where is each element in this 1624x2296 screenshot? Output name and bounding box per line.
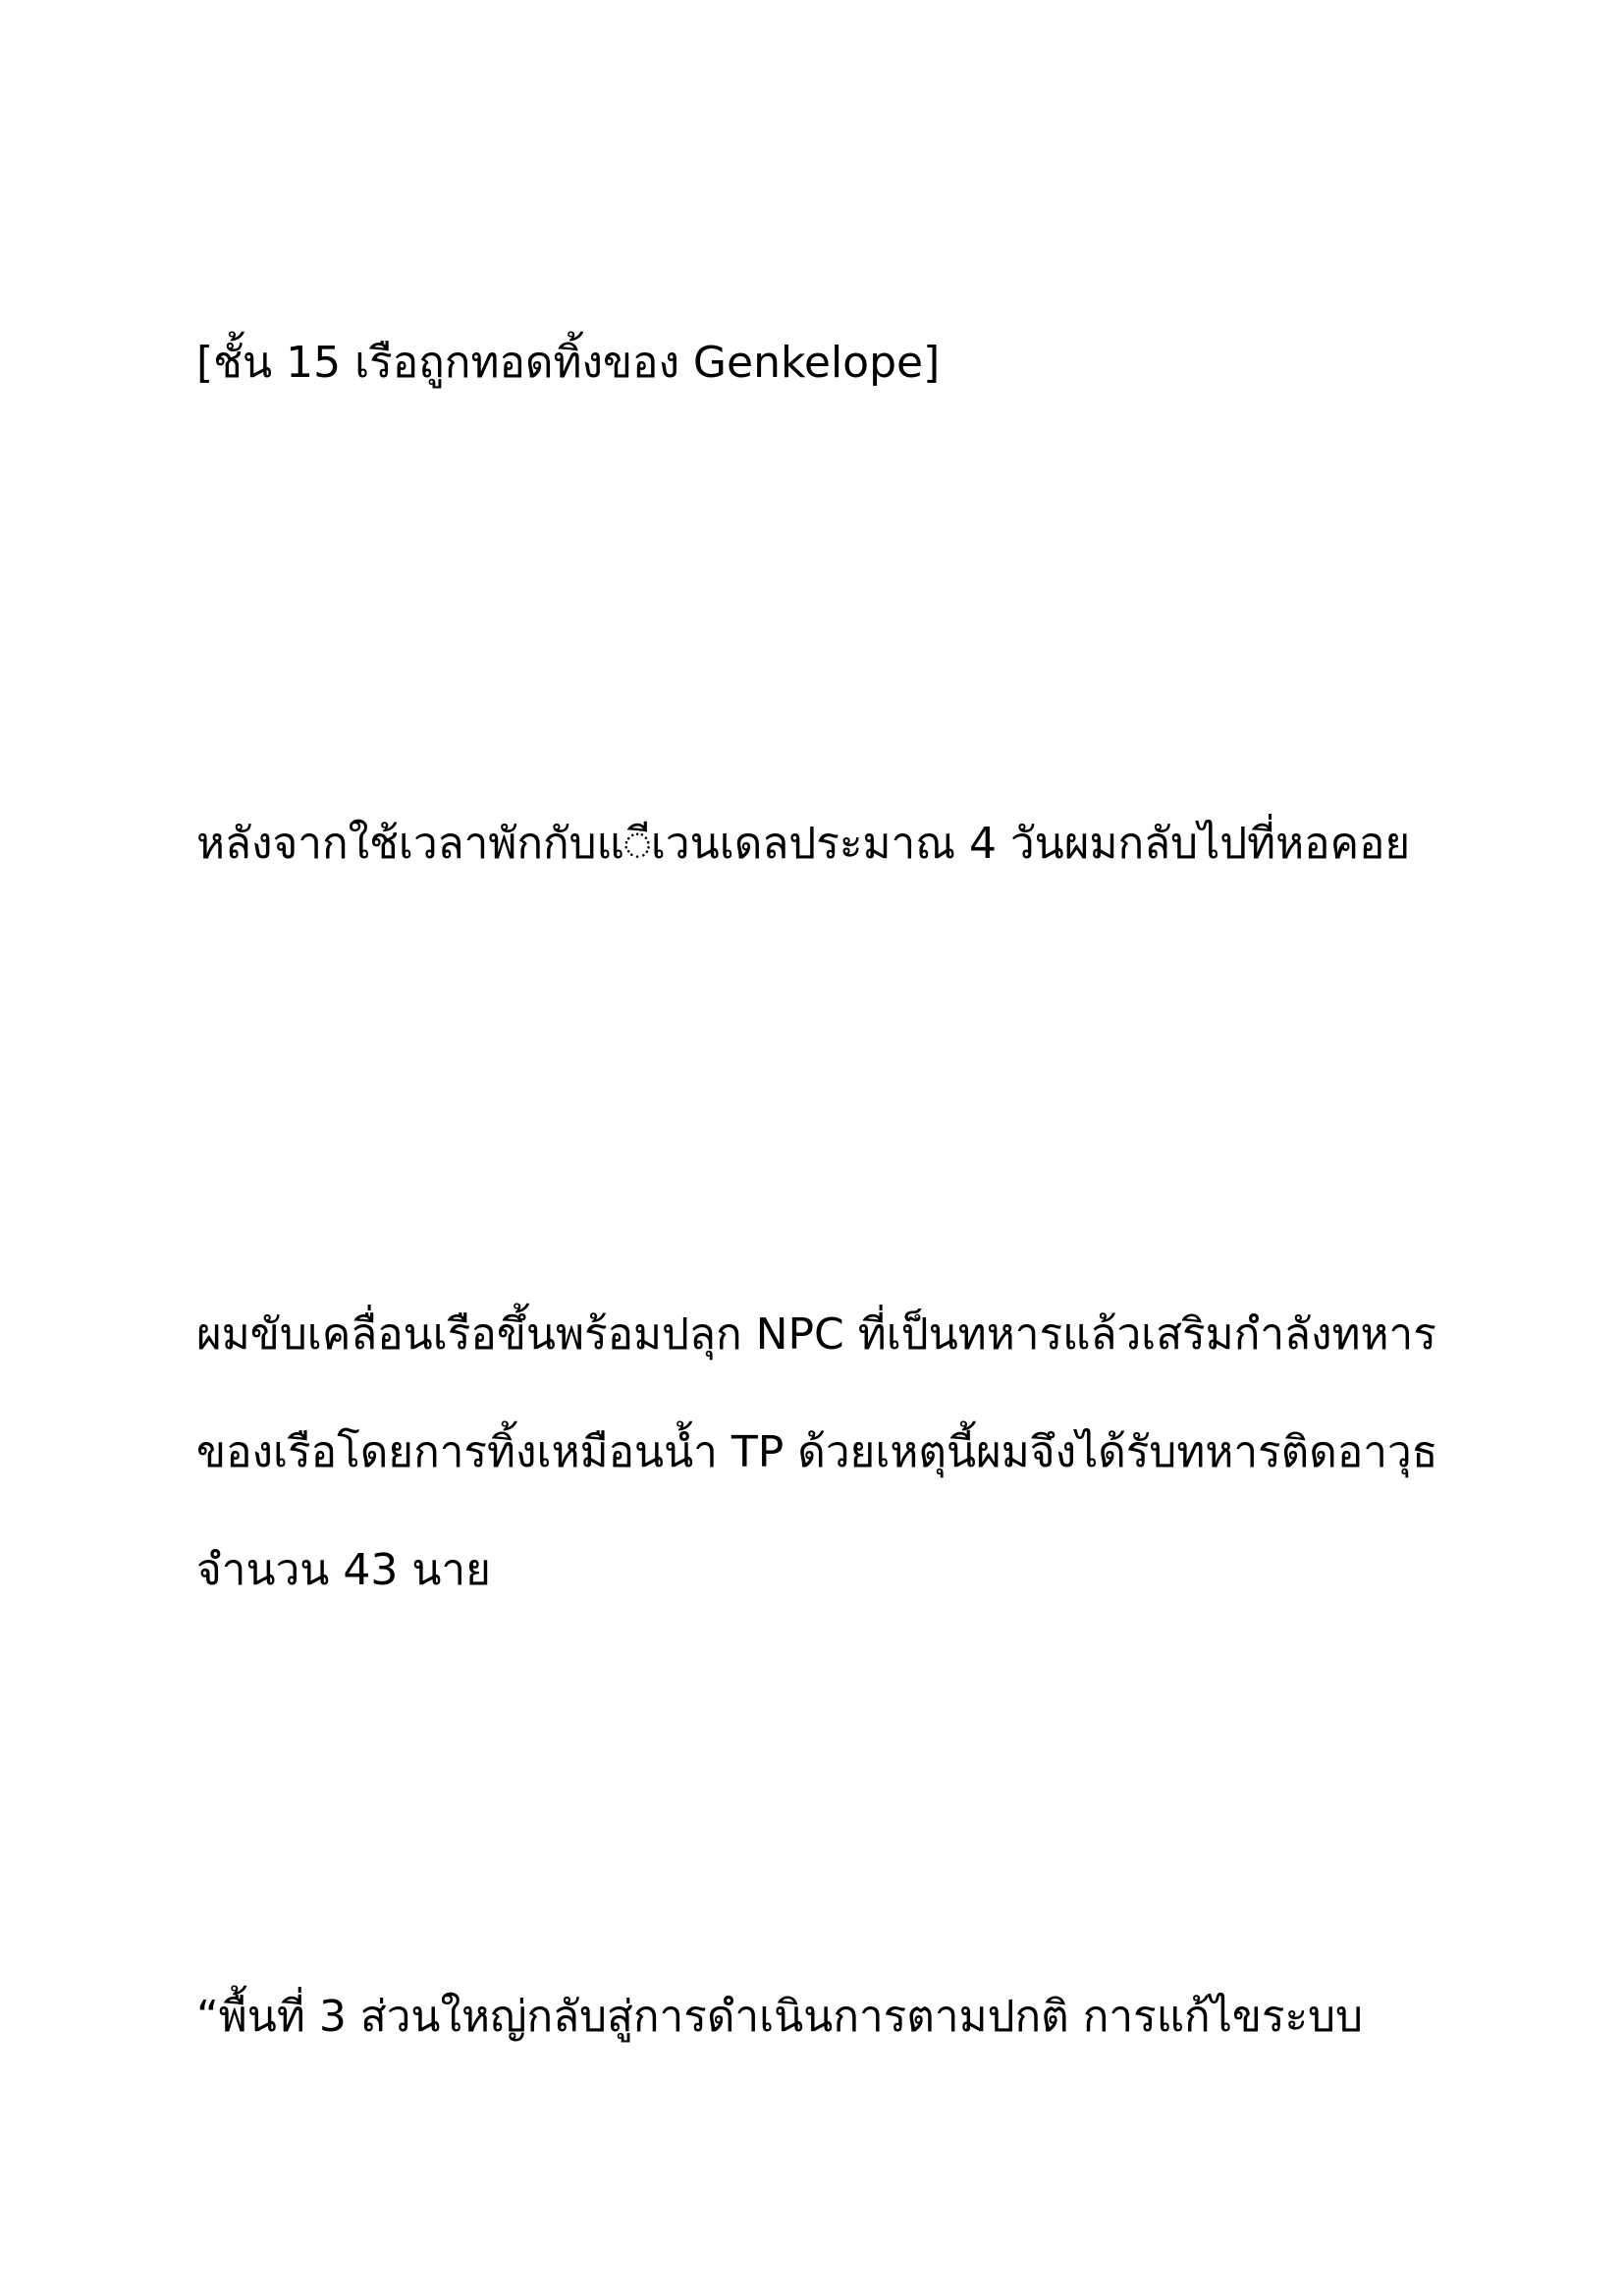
- paragraph-2: [196, 1276, 1438, 1629]
- text-line: ผมขับเคลื่อนเรือขึ้นพร้อมปลุก NPC ที่เป็นทหารแล้วเสริมกำลังทหาร: [196, 1309, 1436, 1360]
- text-line: ของเรือโดยการทิ้งเหมือนน้ำ TP ด้วยเหตุนี้ผมจึงได้รับทหารติดอาวุธ: [196, 1427, 1438, 1477]
- text-line: [ชั้น 15 เรือถูกทอดทิ้งของ Genkelope]: [196, 338, 941, 388]
- chapter-heading: [196, 304, 1434, 422]
- paragraph-3: [196, 1958, 1434, 2076]
- paragraph-1: [196, 785, 1434, 903]
- text-line: “พื้นที่ 3 ส่วนใหญ่กลับสู่การดำเนินการตามปกติ การแก้ไขระบบ: [196, 1992, 1364, 2042]
- text-line: หลังจากใช้เวลาพักกับแ◌ีเวนเดลประมาณ 4 วันผมกลับไปที่หอคอย: [196, 819, 1411, 869]
- text-line: จำนวน 43 นาย: [196, 1545, 491, 1595]
